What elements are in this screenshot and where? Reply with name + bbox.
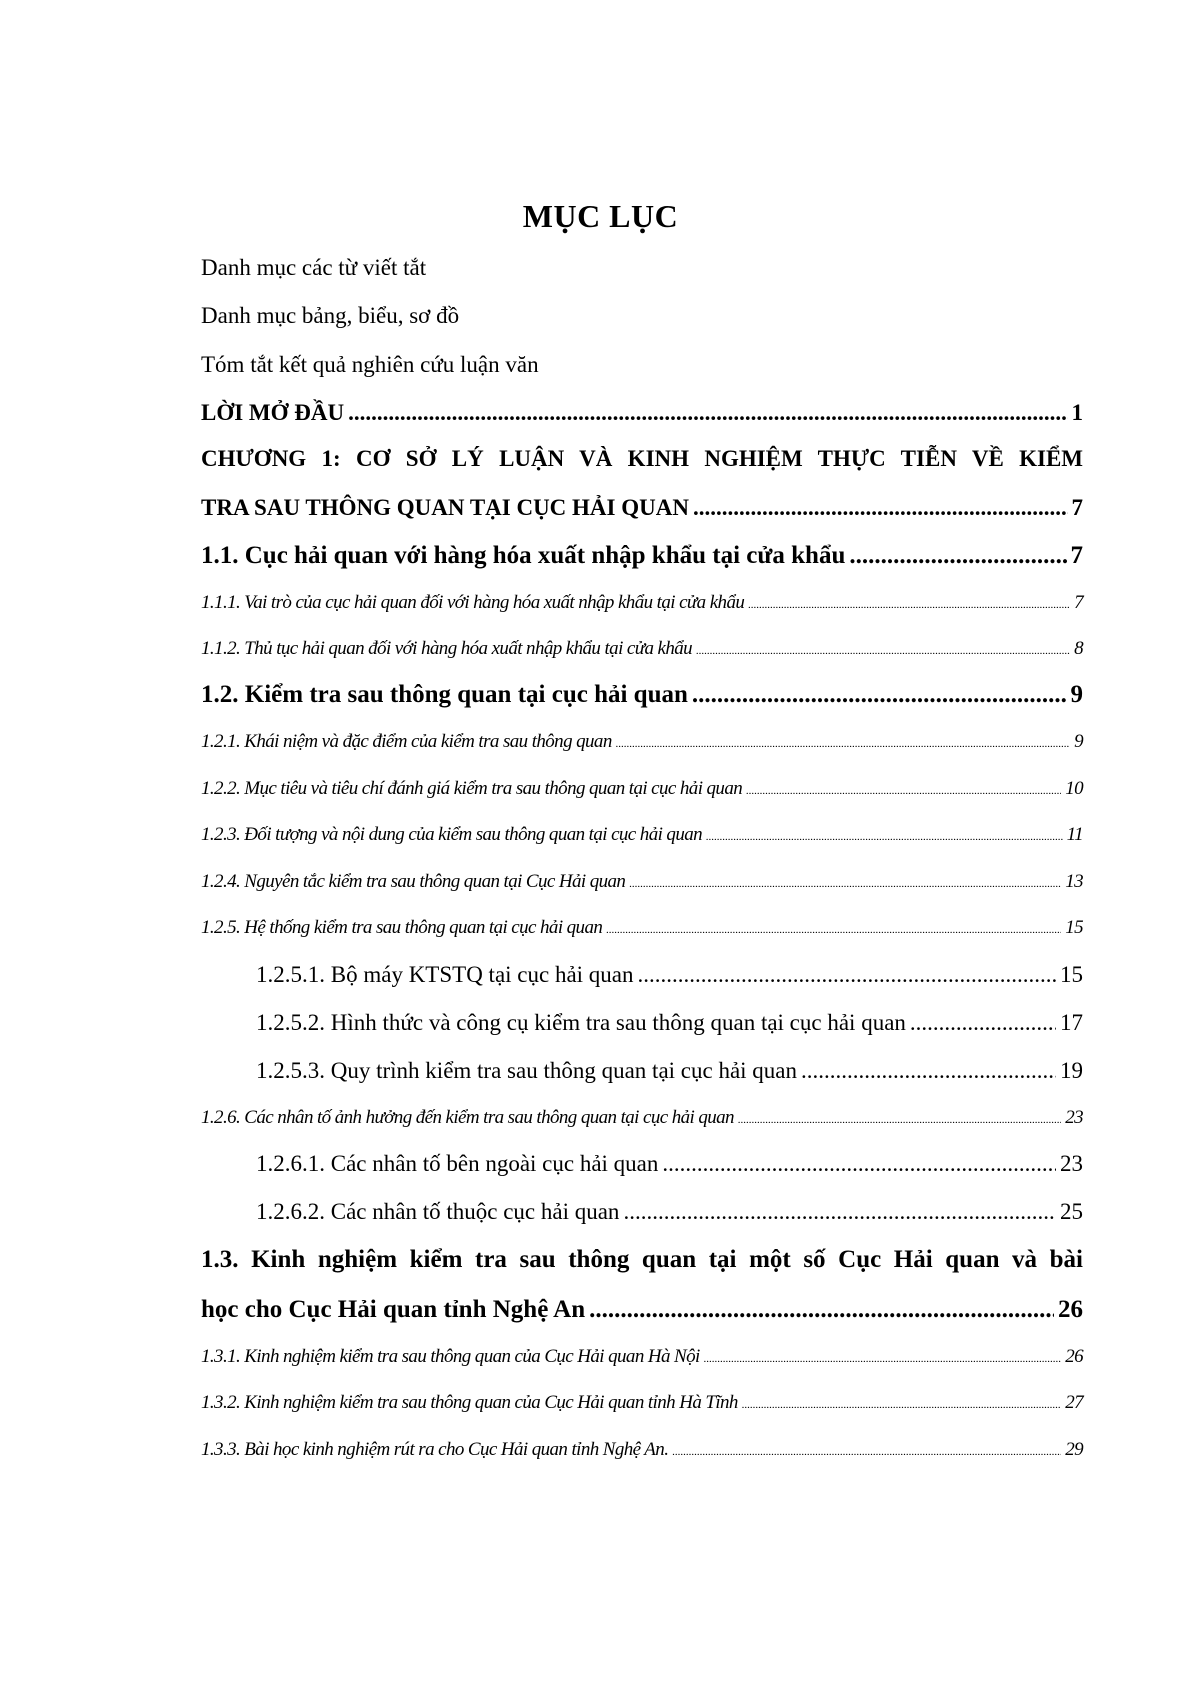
dot-leader: [801, 1058, 1056, 1084]
toc-page-number: 10: [1065, 778, 1083, 799]
toc-page-number: 11: [1066, 824, 1083, 845]
toc-entry-1-2-4[interactable]: [201, 871, 1083, 893]
toc-entry-1-1[interactable]: [201, 542, 1083, 570]
toc-page-number: 8: [1074, 638, 1083, 659]
dot-leader: [748, 599, 1070, 611]
toc-entry-label: 1.1.2. Thủ tục hải quan đối với hàng hóa xuất nhập khẩu tại cửa khẩu: [201, 638, 693, 659]
toc-entry-1-2-5-1[interactable]: [256, 962, 1083, 988]
toc-entry-1-2[interactable]: [201, 681, 1083, 709]
dot-leader: [692, 681, 1067, 709]
toc-entry-label: LỜI MỞ ĐẦU: [201, 400, 345, 425]
toc-entry-label: 1.2.5. Hệ thống kiểm tra sau thông quan tại cục hải quan: [201, 917, 603, 938]
toc-page-number: 7: [1074, 592, 1083, 613]
dot-leader: [704, 1353, 1061, 1365]
toc-front-abbreviations: Danh mục các từ viết tắt: [201, 255, 427, 280]
toc-entry-label: 1.2.6.2. Các nhân tố thuộc cục hải quan: [256, 1199, 620, 1224]
toc-page-number: 9: [1070, 681, 1083, 708]
toc-page-number: 7: [1070, 542, 1083, 569]
toc-page-number: 15: [1060, 962, 1083, 987]
dot-leader: [606, 924, 1061, 936]
dot-leader: [672, 1446, 1061, 1458]
toc-page-number: 26: [1065, 1346, 1083, 1367]
toc-entry-label: 1.2.3. Đối tượng và nội dung của kiểm sau thông quan tại cục hải quan: [201, 824, 703, 845]
dot-leader: [746, 785, 1061, 797]
dot-leader: [696, 645, 1070, 657]
dot-leader: [742, 1399, 1061, 1411]
toc-entry-label: 1.1.1. Vai trò của cục hải quan đối với hàng hóa xuất nhập khẩu tại cửa khẩu: [201, 592, 745, 613]
dot-leader: [910, 1010, 1056, 1036]
toc-front-tables-figures: Danh mục bảng, biểu, sơ đồ: [201, 303, 460, 328]
toc-page-number: 25: [1060, 1199, 1083, 1224]
toc-entry-label: 1.3.3. Bài học kinh nghiệm rút ra cho Cục Hải quan tỉnh Nghệ An.: [201, 1439, 669, 1460]
toc-page-number: 27: [1065, 1392, 1083, 1413]
toc-entry-loi-mo-dau[interactable]: [201, 400, 1083, 426]
toc-entry-label: 1.2.2. Mục tiêu và tiêu chí đánh giá kiểm tra sau thông quan tại cục hải quan: [201, 778, 743, 799]
toc-entry-1-3-3[interactable]: [201, 1439, 1083, 1461]
toc-page-number: 26: [1058, 1296, 1083, 1323]
toc-page-number: 13: [1065, 871, 1083, 892]
dot-leader: [616, 738, 1070, 750]
toc-entry-1-2-6-2[interactable]: [256, 1199, 1083, 1225]
toc-page-number: 23: [1060, 1151, 1083, 1176]
toc-entry-label: 1.3.1. Kinh nghiệm kiểm tra sau thông quan của Cục Hải quan Hà Nội: [201, 1346, 700, 1367]
toc-page-number: 9: [1074, 731, 1083, 752]
toc-entry-1-2-2[interactable]: [201, 778, 1083, 800]
toc-entry-label: 1.1. Cục hải quan với hàng hóa xuất nhập khẩu tại cửa khẩu: [201, 542, 846, 569]
toc-entry-label: 1.2.6.1. Các nhân tố bên ngoài cục hải quan: [256, 1151, 659, 1176]
dot-leader: [693, 495, 1068, 521]
toc-entry-label: 1.2.5.3. Quy trình kiểm tra sau thông quan tại cục hải quan: [256, 1058, 798, 1083]
dot-leader: [662, 1151, 1056, 1177]
toc-entry-1-2-3[interactable]: [201, 824, 1083, 846]
toc-front-summary: Tóm tắt kết quả nghiên cứu luận văn: [201, 352, 539, 377]
toc-page-number: 19: [1060, 1058, 1083, 1083]
toc-entry-label: 1.2.4. Nguyên tắc kiểm tra sau thông quan tại Cục Hải quan: [201, 871, 626, 892]
toc-1-3-line1[interactable]: 1.3. Kinh nghiệm kiểm tra sau thông quan tại một số Cục Hải quan và bài: [201, 1246, 1083, 1273]
toc-entry-1-2-5-3[interactable]: [256, 1058, 1083, 1084]
toc-entry-label: học cho Cục Hải quan tỉnh Nghệ An: [201, 1296, 586, 1323]
toc-entry-1-1-2[interactable]: [201, 638, 1083, 660]
toc-entry-1-2-5-2[interactable]: [256, 1010, 1083, 1036]
toc-entry-label: TRA SAU THÔNG QUAN TẠI CỤC HẢI QUAN: [201, 495, 689, 520]
toc-entry-1-3-2[interactable]: [201, 1392, 1083, 1414]
toc-entry-1-2-5[interactable]: [201, 917, 1083, 939]
dot-leader: [706, 831, 1063, 843]
toc-page-number: 7: [1071, 495, 1083, 520]
toc-chapter1-line1[interactable]: CHƯƠNG 1: CƠ SỞ LÝ LUẬN VÀ KINH NGHIỆM THỰC TIỄN VỀ KIỂM: [201, 446, 1083, 471]
toc-entry-1-2-6-1[interactable]: [256, 1151, 1083, 1177]
toc-entry-label: 1.2. Kiểm tra sau thông quan tại cục hải quan: [201, 681, 688, 708]
toc-entry-label: 1.2.5.2. Hình thức và công cụ kiểm tra sau thông quan tại cục hải quan: [256, 1010, 906, 1035]
toc-entry-1-2-1[interactable]: [201, 731, 1083, 753]
dot-leader: [738, 1114, 1061, 1126]
toc-entry-label: 1.3.2. Kinh nghiệm kiểm tra sau thông quan của Cục Hải quan tỉnh Hà Tĩnh: [201, 1392, 738, 1413]
page-title: MỤC LỤC: [522, 198, 679, 234]
toc-entry-chapter1[interactable]: [201, 495, 1083, 521]
toc-page-number: 17: [1060, 1010, 1083, 1035]
dot-leader: [638, 962, 1056, 988]
toc-entry-label: 1.2.1. Khái niệm và đặc điểm của kiểm tra sau thông quan: [201, 731, 612, 752]
toc-page-number: 23: [1065, 1107, 1083, 1128]
dot-leader: [849, 542, 1066, 570]
toc-entry-label: 1.2.6. Các nhân tố ảnh hưởng đến kiểm tra sau thông quan tại cục hải quan: [201, 1107, 734, 1128]
dot-leader: [629, 878, 1061, 890]
dot-leader: [589, 1296, 1054, 1324]
toc-entry-1-2-6[interactable]: [201, 1107, 1083, 1129]
toc-entry-1-1-1[interactable]: [201, 592, 1083, 614]
toc-entry-1-3[interactable]: [201, 1296, 1083, 1324]
toc-page-number: 29: [1065, 1439, 1083, 1460]
dot-leader: [348, 400, 1067, 426]
toc-page-number: 15: [1065, 917, 1083, 938]
toc-entry-1-3-1[interactable]: [201, 1346, 1083, 1368]
toc-page-number: 1: [1071, 400, 1083, 425]
dot-leader: [623, 1199, 1056, 1225]
toc-entry-label: 1.2.5.1. Bộ máy KTSTQ tại cục hải quan: [256, 962, 634, 987]
